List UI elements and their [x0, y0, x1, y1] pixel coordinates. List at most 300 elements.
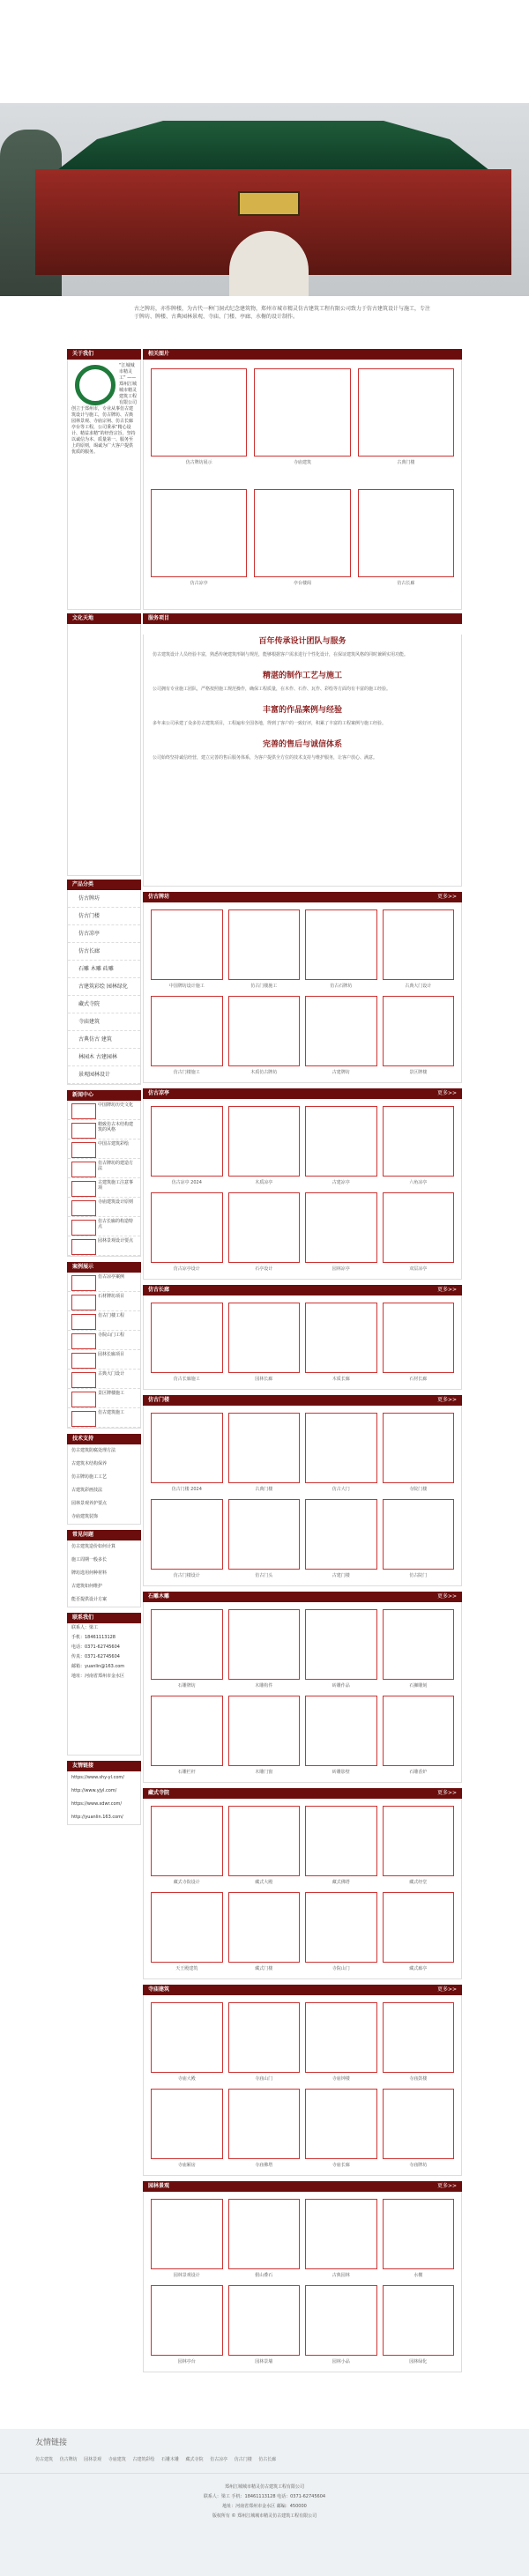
product-card[interactable] [383, 2199, 455, 2278]
faq-item[interactable]: 仿古建筑造价如何计算 [71, 1544, 116, 1549]
product-photo [305, 1413, 377, 1483]
main-column [143, 349, 462, 2372]
section-grid [143, 1295, 462, 1390]
product-card[interactable] [228, 1413, 301, 1492]
product-card[interactable] [151, 1892, 223, 1971]
album-caption: 仿古长廊 [397, 580, 415, 586]
product-photo [228, 1106, 301, 1177]
footer-links[interactable]: 仿古建筑 仿古牌坊 园林景观 寺庙建筑 古建筑彩绘 石雕木雕 藏式寺院 仿古凉亭 仿古门楼 仿古长廊 [0, 2454, 529, 2474]
product-photo [228, 2285, 301, 2356]
section-grid [143, 1406, 462, 1586]
service-text: 公司拥有专业施工团队，严格按照施工规范操作，确保工程质量，在木作、石作、瓦作、彩绘等方面均有丰富的施工经验。 [153, 687, 391, 692]
product-caption: 仿古门楼设计 [173, 1573, 200, 1578]
footer-links-title: 友情链接 [35, 2439, 68, 2447]
product-caption: 木雕门窗 [255, 1770, 273, 1775]
product-photo [305, 2002, 377, 2073]
product-photo [305, 2285, 377, 2356]
product-photo [151, 2199, 223, 2269]
more-link[interactable]: 更多>> [436, 1090, 457, 1096]
product-photo [305, 996, 377, 1066]
news-item[interactable]: 仿古长廊的构造特点 [68, 1217, 140, 1236]
product-card[interactable] [228, 996, 301, 1075]
product-photo [305, 1806, 377, 1876]
product-caption: 水榭 [414, 2273, 423, 2278]
case-item[interactable]: 仿古建筑施工 [68, 1408, 140, 1428]
album-header: 相关图片 [143, 349, 462, 360]
product-card[interactable] [151, 1192, 223, 1272]
album-grid [143, 360, 462, 610]
product-caption: 寺庙钟楼 [332, 2076, 350, 2082]
product-card[interactable] [228, 909, 301, 989]
contact-address: 地址：河南省郑州市金水区 [71, 1674, 125, 1679]
news-item[interactable]: 中国古建筑彩绘 [68, 1140, 140, 1159]
product-photo [383, 1413, 455, 1483]
product-caption: 石雕香炉 [409, 1770, 428, 1775]
tech-item[interactable]: 仿古建筑防腐处理方法 [71, 1448, 116, 1453]
product-photo [228, 2199, 301, 2269]
faq-header: 常见问题 [67, 1530, 141, 1540]
section-grid [143, 1099, 462, 1280]
product-card[interactable] [305, 1106, 377, 1185]
category-item[interactable]: 林园木 古建园林 [68, 1049, 140, 1066]
category-item[interactable]: 寺庙建筑 [68, 1013, 140, 1031]
product-card[interactable] [151, 1609, 223, 1689]
album-card[interactable] [358, 368, 454, 480]
contact-fax: 传真：0371-62745604 [71, 1654, 120, 1659]
product-card[interactable] [305, 1499, 377, 1578]
faq-item[interactable]: 牌坊选用何种材料 [71, 1570, 108, 1576]
product-photo [383, 1499, 455, 1570]
product-caption: 中国牌坊设计施工 [168, 984, 205, 989]
news-header: 新闻中心 [67, 1090, 141, 1101]
service-text: 多年来公司承建了众多仿古建筑项目，工程遍布全国各地，得到了客户的一致好评，积累了丰富的工程案例与施工经验。 [153, 721, 387, 726]
product-photo [383, 1696, 455, 1766]
product-card[interactable] [305, 1806, 377, 1885]
news-item[interactable]: 中国牌坊历史文化 [68, 1101, 140, 1120]
product-caption: 石狮雕刻 [409, 1683, 428, 1689]
product-photo [228, 909, 301, 980]
product-photo [305, 1106, 377, 1177]
section-title: 仿古牌坊 [148, 894, 170, 900]
footer-copyright: 版权所有 © 郑州江城城市精灵仿古建筑工程有限公司 [212, 2513, 317, 2519]
product-card[interactable] [383, 2002, 455, 2082]
products-header: 产品分类 [67, 880, 141, 890]
news-item[interactable]: 仿古牌坊的建造方法 [68, 1159, 140, 1178]
product-photo [305, 1892, 377, 1963]
section-header [143, 1088, 462, 1099]
product-card[interactable] [305, 2002, 377, 2082]
product-card[interactable] [151, 2199, 223, 2278]
product-category-list [67, 890, 141, 1085]
section-grid [143, 2192, 462, 2372]
section-header [143, 1592, 462, 1602]
product-caption: 仿古石牌坊 [330, 984, 353, 989]
product-card[interactable] [151, 2002, 223, 2082]
product-caption: 木质长廊 [332, 1377, 350, 1382]
product-caption: 园林凉亭 [332, 1266, 350, 1272]
product-caption: 寺院门楼 [409, 1487, 428, 1492]
category-item[interactable]: 景观园林设计 [68, 1066, 140, 1084]
product-caption: 寺庙长廊 [332, 2163, 350, 2168]
product-photo [305, 1303, 377, 1373]
section-grid [143, 1799, 462, 1979]
top-blank [0, 0, 529, 103]
product-card[interactable] [383, 2089, 455, 2168]
section-title: 石雕木雕 [148, 1593, 170, 1600]
tech-item[interactable]: 古建筑彩画技法 [71, 1488, 103, 1493]
product-caption: 古建门楼 [332, 1573, 350, 1578]
product-sections [143, 892, 462, 2372]
product-caption: 仿古大门 [332, 1487, 350, 1492]
case-item[interactable]: 寺院山门工程 [68, 1331, 140, 1350]
intro-text: 古之牌坊，亦作牌楼，为古代一种门洞式纪念建筑物，郑州市城市精灵仿古建筑工程有限公司致力于仿古建筑设计与施工，专注于牌坊、牌楼、古典园林景观、寺庙、门楼、亭廊、水榭的设计制作。 [134, 306, 431, 320]
product-caption: 寺院山门 [332, 1966, 350, 1971]
faq-item[interactable]: 古建筑如何维护 [71, 1584, 103, 1589]
category-item[interactable]: 仿古凉亭 [68, 925, 140, 943]
product-caption: 木雕构件 [255, 1683, 273, 1689]
side-links-list [67, 1771, 141, 1825]
product-caption: 仿古长廊施工 [173, 1377, 200, 1382]
product-caption: 双层凉亭 [409, 1266, 428, 1272]
service-heading: 丰富的作品案例与经验 [262, 706, 342, 715]
product-photo [228, 1696, 301, 1766]
footer-info [0, 2474, 529, 2521]
section-title: 仿古门楼 [148, 1397, 170, 1403]
product-card[interactable] [151, 909, 223, 989]
product-photo [305, 1192, 377, 1263]
product-photo [151, 909, 223, 980]
product-card[interactable] [151, 1106, 223, 1185]
more-link[interactable]: 更多>> [436, 1287, 457, 1293]
product-photo [383, 2089, 455, 2159]
product-photo [151, 1303, 223, 1373]
sidebar [67, 349, 141, 1825]
category-item[interactable]: 古典仿古 建筑 [68, 1031, 140, 1049]
album-photo [358, 368, 454, 457]
product-photo [383, 1892, 455, 1963]
product-card[interactable] [228, 1192, 301, 1272]
product-card[interactable] [305, 1696, 377, 1775]
section-title: 寺庙建筑 [148, 1986, 170, 1993]
more-link[interactable]: 更多>> [436, 1986, 457, 1993]
footer [0, 2429, 529, 2576]
about-text: “江城城市精灵工” —— 郑州江城城市精灵建筑工程有限公司创立于郑州市，专业从事仿古建筑设计与施工，仿古牌坊、古典园林景观、寺庙宗祠、仿古长廊亭台等工程，公司秉承“精心设计、精益求精”的经营宗旨，坚持以诚信为本、质量第一、服务至上的原则，竭诚为广大客户提供优质的服务。 [71, 363, 138, 455]
product-photo [228, 2089, 301, 2159]
product-caption: 藏式大殿 [255, 1880, 273, 1885]
footer-address: 地址：河南省郑州市金水区 邮编：450000 [222, 2504, 307, 2509]
product-photo [305, 1696, 377, 1766]
tech-item[interactable]: 园林景观养护要点 [71, 1501, 108, 1506]
product-card[interactable] [151, 1303, 223, 1382]
hero-banner [0, 103, 529, 296]
product-card[interactable] [228, 2199, 301, 2278]
section-header [143, 1788, 462, 1799]
faq-item[interactable]: 能否提供设计方案 [71, 1597, 108, 1602]
case-item[interactable]: 园林长廊项目 [68, 1350, 140, 1370]
product-card[interactable] [305, 909, 377, 989]
footer-contact: 联系人：梁工 手机：18461113128 电话：0371-62745604 [203, 2494, 326, 2499]
company-logo [75, 365, 115, 405]
news-item[interactable]: 古建筑施工注意事项 [68, 1178, 140, 1198]
product-card[interactable] [151, 1696, 223, 1775]
album-caption: 仿古凉亭 [190, 580, 208, 586]
album-photo [151, 368, 247, 457]
cases-header: 案例展示 [67, 1262, 141, 1273]
section-grid [143, 1995, 462, 2176]
case-item[interactable]: 景区牌楼施工 [68, 1389, 140, 1408]
tech-item[interactable]: 仿古牌坊施工工艺 [71, 1474, 108, 1480]
case-item[interactable]: 仿古凉亭案例 [68, 1273, 140, 1292]
section-header [143, 1985, 462, 1995]
category-item[interactable]: 仿古长廊 [68, 943, 140, 961]
product-caption: 砖雕作品 [332, 1683, 350, 1689]
product-card[interactable] [305, 1892, 377, 1971]
product-photo [151, 1609, 223, 1680]
product-caption: 寺庙大殿 [177, 2076, 196, 2082]
tech-header: 技术支持 [67, 1434, 141, 1444]
tech-item[interactable]: 寺庙建筑装饰 [71, 1514, 99, 1519]
service-heading: 精湛的制作工艺与施工 [262, 672, 342, 680]
album-photo [254, 489, 350, 577]
product-photo [228, 1892, 301, 1963]
section-title: 园林景观 [148, 2183, 170, 2189]
product-card[interactable] [383, 1192, 455, 1272]
section-title: 藏式寺院 [148, 1790, 170, 1796]
gate-roof [53, 121, 494, 174]
album-photo [358, 489, 454, 577]
album-card[interactable] [151, 368, 247, 480]
footer-company: 郑州江城城市精灵仿古建筑工程有限公司 [224, 2484, 304, 2490]
product-photo [151, 1106, 223, 1177]
album-card[interactable] [254, 489, 350, 601]
product-caption: 木质凉亭 [255, 1180, 273, 1185]
product-caption: 六角凉亭 [409, 1180, 428, 1185]
product-caption: 天王殿建筑 [175, 1966, 198, 1971]
service-text: 公司始终坚持诚信经营，建立完善的售后服务体系，为客户提供全方位的技术支持与维护服务，让客户放心、满意。 [153, 755, 378, 761]
album-caption: 仿古牌坊展示 [185, 460, 212, 465]
product-caption: 砖雕影壁 [332, 1770, 350, 1775]
product-card[interactable] [305, 1609, 377, 1689]
product-photo [383, 2002, 455, 2073]
more-link[interactable]: 更多>> [436, 1593, 457, 1600]
news-item[interactable]: 园林景观设计要点 [68, 1236, 140, 1256]
faq-item[interactable]: 施工周期一般多长 [71, 1557, 108, 1563]
service-text: 仿古建筑设计人员经验丰富，熟悉传统建筑形制与规范，能够根据客户需求进行个性化设计，在保证建筑风格的同时兼顾实用功能。 [153, 652, 409, 657]
service-heading: 百年传承设计团队与服务 [258, 637, 346, 646]
product-card[interactable] [151, 2089, 223, 2168]
product-card[interactable] [383, 1609, 455, 1689]
product-caption: 园林长廊 [255, 1377, 273, 1382]
product-caption: 园林亭台 [177, 2359, 196, 2364]
side-link[interactable]: https://www.xdwr.com/ [71, 1801, 123, 1807]
section-grid [143, 902, 462, 1083]
product-photo [228, 1192, 301, 1263]
product-caption: 园林景墙 [255, 2359, 273, 2364]
product-photo [151, 1413, 223, 1483]
product-card[interactable] [228, 1303, 301, 1382]
product-caption: 藏式门楼 [255, 1966, 273, 1971]
product-card[interactable] [228, 1106, 301, 1185]
service-heading: 完善的售后与诚信体系 [262, 740, 342, 749]
product-caption: 寺庙佛塔 [255, 2163, 273, 2168]
product-caption: 园林绿化 [409, 2359, 428, 2364]
product-photo [383, 1192, 455, 1263]
more-link[interactable]: 更多>> [436, 1397, 457, 1403]
section-title: 仿古长廊 [148, 1287, 170, 1293]
album-caption: 古典门楼 [397, 460, 415, 465]
case-item[interactable]: 石材牌坊项目 [68, 1292, 140, 1311]
product-card[interactable] [228, 1499, 301, 1578]
product-card[interactable] [305, 1303, 377, 1382]
case-list [67, 1273, 141, 1429]
product-photo [383, 1609, 455, 1680]
product-photo [305, 909, 377, 980]
product-caption: 石材长廊 [409, 1377, 428, 1382]
side-link[interactable]: http://www.yjyl.com/ [71, 1788, 117, 1793]
product-card[interactable] [383, 1303, 455, 1382]
contact-email: 邮箱：yuanlin@163.com [71, 1664, 125, 1669]
service-box [143, 635, 462, 887]
contact-header: 联系我们 [67, 1613, 141, 1623]
contact-mobile: 手机：18461113128 [71, 1635, 115, 1640]
product-card[interactable] [383, 996, 455, 1075]
product-caption: 仿古门楼施工 [250, 984, 278, 989]
product-photo [228, 996, 301, 1066]
section-header [143, 1285, 462, 1295]
product-card[interactable] [151, 1499, 223, 1578]
more-link[interactable]: 更多>> [436, 1790, 457, 1796]
product-caption: 景区牌楼 [409, 1070, 428, 1075]
product-photo [305, 1609, 377, 1680]
product-photo [151, 1499, 223, 1570]
product-caption: 古典门楼 [255, 1487, 273, 1492]
product-card[interactable] [228, 2089, 301, 2168]
product-photo [228, 1806, 301, 1876]
product-card[interactable] [151, 2285, 223, 2364]
tech-item[interactable]: 古建筑木结构保养 [71, 1461, 108, 1466]
side-links-header: 友情链接 [67, 1761, 141, 1771]
product-caption: 仿古门楼施工 [173, 1070, 200, 1075]
product-caption: 园林景观设计 [173, 2273, 200, 2278]
album-caption: 寺庙建筑 [293, 460, 311, 465]
case-item[interactable]: 仿古门楼工程 [68, 1311, 140, 1331]
product-card[interactable] [228, 2002, 301, 2082]
album-card[interactable] [151, 489, 247, 601]
product-caption: 藏式寺院设计 [173, 1880, 200, 1885]
section-grid [143, 1602, 462, 1783]
product-photo [305, 1499, 377, 1570]
news-item[interactable]: 寺庙建筑设计原则 [68, 1198, 140, 1217]
product-photo [151, 2089, 223, 2159]
section-header [143, 892, 462, 902]
product-caption: 古建牌坊 [332, 1070, 350, 1075]
category-item[interactable]: 古建筑彩绘 园林绿化 [68, 978, 140, 996]
culture-header: 文化天地 [67, 613, 141, 624]
product-photo [383, 2285, 455, 2356]
product-card[interactable] [305, 2199, 377, 2278]
product-caption: 古建凉亭 [332, 1180, 350, 1185]
category-item[interactable]: 仿古牌坊 [68, 890, 140, 908]
product-caption: 仿古院门 [409, 1573, 428, 1578]
faq-list [67, 1540, 141, 1607]
product-card[interactable] [151, 1806, 223, 1885]
product-photo [383, 909, 455, 980]
case-item[interactable]: 古典大门设计 [68, 1370, 140, 1389]
side-link[interactable]: http://yuanlin.163.com/ [71, 1815, 123, 1820]
album-card[interactable] [254, 368, 350, 480]
product-caption: 石雕栏杆 [177, 1770, 196, 1775]
product-caption: 古典大门设计 [405, 984, 432, 989]
category-item[interactable]: 石雕 木雕 砖雕 [68, 961, 140, 978]
product-caption: 藏式佛塔 [332, 1880, 350, 1885]
product-photo [228, 1609, 301, 1680]
product-caption: 寺庙山门 [255, 2076, 273, 2082]
album-card[interactable] [358, 489, 454, 601]
product-card[interactable] [305, 1413, 377, 1492]
product-caption: 古典园林 [332, 2273, 350, 2278]
product-card[interactable] [383, 1806, 455, 1885]
product-photo [151, 2285, 223, 2356]
product-card[interactable] [383, 909, 455, 989]
product-caption: 假山叠石 [255, 2273, 273, 2278]
album-photo [151, 489, 247, 577]
product-card[interactable] [228, 1696, 301, 1775]
product-caption: 石亭设计 [255, 1266, 273, 1272]
product-card[interactable] [305, 1192, 377, 1272]
product-photo [383, 1106, 455, 1177]
product-card[interactable] [383, 1892, 455, 1971]
product-card[interactable] [383, 2285, 455, 2364]
product-photo [151, 996, 223, 1066]
news-item[interactable]: 精致仿古木结构建筑的风格 [68, 1120, 140, 1140]
product-photo [383, 996, 455, 1066]
product-photo [151, 1192, 223, 1263]
product-card[interactable] [383, 1413, 455, 1492]
product-card[interactable] [383, 1106, 455, 1185]
culture-box [67, 624, 141, 876]
more-link[interactable]: 更多>> [436, 2183, 457, 2189]
product-caption: 仿古凉亭设计 [173, 1266, 200, 1272]
product-caption: 寺庙牌坊 [409, 2163, 428, 2168]
product-photo [383, 1303, 455, 1373]
category-item[interactable]: 仿古门楼 [68, 908, 140, 925]
product-photo [228, 2002, 301, 2073]
product-caption: 寺庙鼓楼 [409, 2076, 428, 2082]
product-photo [383, 1806, 455, 1876]
more-link[interactable]: 更多>> [436, 894, 457, 900]
product-card[interactable] [151, 996, 223, 1075]
product-card[interactable] [228, 2285, 301, 2364]
service-header: 服务项目 [143, 613, 462, 624]
product-card[interactable] [228, 1806, 301, 1885]
category-item[interactable]: 藏式寺院 [68, 996, 140, 1013]
product-card[interactable] [228, 1892, 301, 1971]
product-caption: 木质仿古牌坊 [250, 1070, 278, 1075]
product-card[interactable] [228, 1609, 301, 1689]
side-link[interactable]: https://www.shy-yl.com/ [71, 1775, 124, 1780]
product-card[interactable] [305, 2089, 377, 2168]
gate-plaque [238, 191, 300, 216]
product-card[interactable] [151, 1413, 223, 1492]
product-card[interactable] [383, 1696, 455, 1775]
product-card[interactable] [383, 1499, 455, 1578]
product-caption: 仿古门楼 2024 [171, 1487, 202, 1492]
product-caption: 藏式廊亭 [409, 1966, 428, 1971]
section-header [143, 2181, 462, 2192]
product-photo [151, 1696, 223, 1766]
product-card[interactable] [305, 996, 377, 1075]
product-card[interactable] [305, 2285, 377, 2364]
